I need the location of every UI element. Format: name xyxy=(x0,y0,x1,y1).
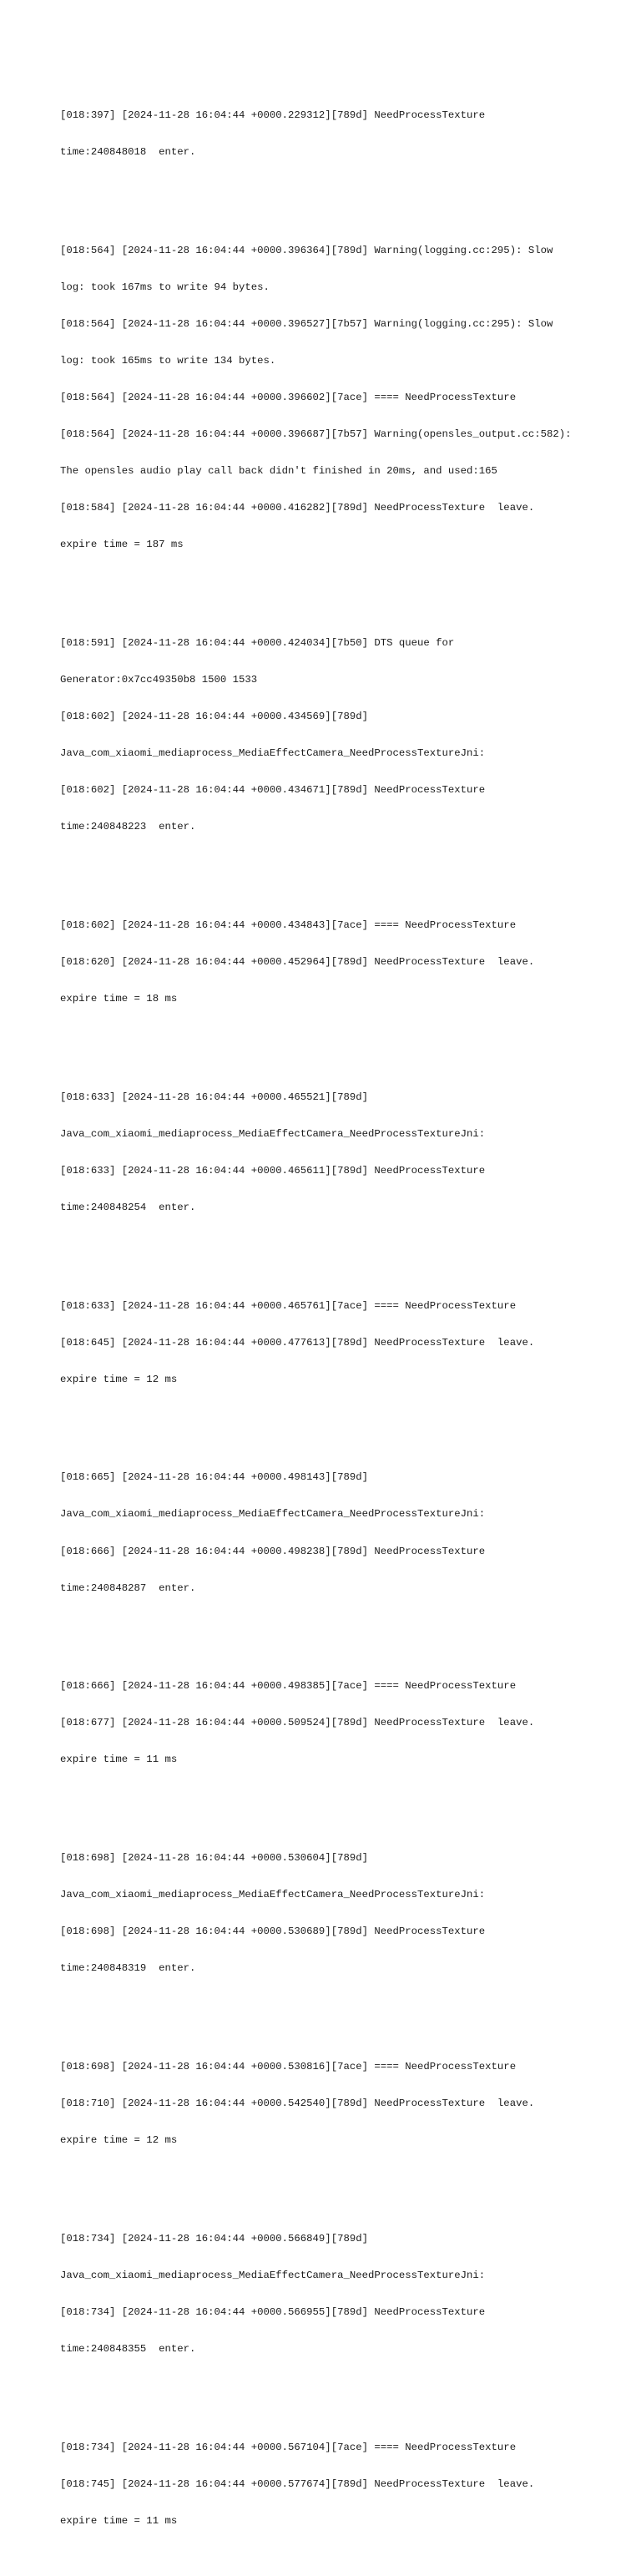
log-line: [018:633] [2024-11-28 16:04:44 +0000.465611][789d] NeedProcessTexture xyxy=(60,1164,486,1177)
log-line: expire time = 11 ms xyxy=(60,2514,178,2527)
log-line: Java_com_xiaomi_mediaprocess_MediaEffectCamera_NeedProcessTextureJni: xyxy=(60,1127,486,1140)
log-paragraph xyxy=(60,1275,636,1410)
log-line: [018:666] [2024-11-28 16:04:44 +0000.498238][789d] NeedProcessTexture xyxy=(60,1545,486,1557)
log-line: Java_com_xiaomi_mediaprocess_MediaEffectCamera_NeedProcessTextureJni: xyxy=(60,1508,486,1521)
log-paragraph xyxy=(60,895,636,1030)
log-paragraph xyxy=(60,220,636,575)
log-line: log: took 167ms to write 94 bytes. xyxy=(60,281,270,293)
log-line: [018:665] [2024-11-28 16:04:44 +0000.498143][789d] xyxy=(60,1471,368,1484)
log-line: Generator:0x7cc49350b8 1500 1533 xyxy=(60,673,258,686)
log-paragraph xyxy=(60,2417,636,2552)
log-line: [018:602] [2024-11-28 16:04:44 +0000.434671][789d] NeedProcessTexture xyxy=(60,784,486,797)
log-line: time:240848254 enter. xyxy=(60,1201,196,1213)
log-line: [018:633] [2024-11-28 16:04:44 +0000.465761][7ace] ==== NeedProcessTexture xyxy=(60,1299,517,1312)
log-paragraph xyxy=(60,1066,636,1238)
log-line: [018:584] [2024-11-28 16:04:44 +0000.416282][789d] NeedProcessTexture leave. xyxy=(60,502,535,514)
log-line: [018:734] [2024-11-28 16:04:44 +0000.566955][789d] NeedProcessTexture xyxy=(60,2305,486,2318)
log-line: Java_com_xiaomi_mediaprocess_MediaEffectCamera_NeedProcessTextureJni: xyxy=(60,2269,486,2281)
log-line: Java_com_xiaomi_mediaprocess_MediaEffectCamera_NeedProcessTextureJni: xyxy=(60,747,486,760)
log-line: [018:633] [2024-11-28 16:04:44 +0000.465521][789d] xyxy=(60,1091,368,1103)
log-line: [018:698] [2024-11-28 16:04:44 +0000.530604][789d] xyxy=(60,1852,368,1864)
log-line: [018:677] [2024-11-28 16:04:44 +0000.509524][789d] NeedProcessTexture leave. xyxy=(60,1717,535,1729)
log-line: time:240848355 enter. xyxy=(60,2342,196,2355)
log-paragraph xyxy=(60,612,636,858)
log-paragraph xyxy=(60,2036,636,2171)
log-line: time:240848319 enter. xyxy=(60,1962,196,1975)
log-line: [018:564] [2024-11-28 16:04:44 +0000.396602][7ace] ==== NeedProcessTexture xyxy=(60,391,517,403)
log-line: expire time = 12 ms xyxy=(60,2134,178,2147)
log-paragraph xyxy=(60,2208,636,2380)
log-line: time:240848223 enter. xyxy=(60,821,196,833)
log-line: [018:602] [2024-11-28 16:04:44 +0000.434843][7ace] ==== NeedProcessTexture xyxy=(60,919,517,931)
log-line: [018:666] [2024-11-28 16:04:44 +0000.498385][7ace] ==== NeedProcessTexture xyxy=(60,1680,517,1693)
log-line: time:240848287 enter. xyxy=(60,1582,196,1594)
log-line: expire time = 11 ms xyxy=(60,1754,178,1766)
log-line: [018:620] [2024-11-28 16:04:44 +0000.452964][789d] NeedProcessTexture leave. xyxy=(60,956,535,968)
log-line: [018:564] [2024-11-28 16:04:44 +0000.396527][7b57] Warning(logging.cc:295): Slow xyxy=(60,317,553,330)
log-line: [018:564] [2024-11-28 16:04:44 +0000.396687][7b57] Warning(opensles_output.cc:582): xyxy=(60,428,572,440)
log-line: [018:645] [2024-11-28 16:04:44 +0000.477613][789d] NeedProcessTexture leave. xyxy=(60,1336,535,1349)
log-line: Java_com_xiaomi_mediaprocess_MediaEffectCamera_NeedProcessTextureJni: xyxy=(60,1889,486,1901)
log-line: [018:602] [2024-11-28 16:04:44 +0000.434569][789d] xyxy=(60,711,368,723)
log-line: [018:734] [2024-11-28 16:04:44 +0000.567104][7ace] ==== NeedProcessTexture xyxy=(60,2441,517,2453)
log-line: [018:710] [2024-11-28 16:04:44 +0000.542540][789d] NeedProcessTexture leave. xyxy=(60,2097,535,2109)
log-line: [018:397] [2024-11-28 16:04:44 +0000.229312][789d] NeedProcessTexture xyxy=(60,109,486,121)
log-paragraph xyxy=(60,1828,636,2000)
log-line: [018:591] [2024-11-28 16:04:44 +0000.424034][7b50] DTS queue for xyxy=(60,636,455,649)
log-line: [018:745] [2024-11-28 16:04:44 +0000.577674][789d] NeedProcessTexture leave. xyxy=(60,2477,535,2490)
log-line: expire time = 18 ms xyxy=(60,993,178,1005)
log-line: time:240848018 enter. xyxy=(60,145,196,158)
log-line: The opensles audio play call back didn't finished in 20ms, and used:165 xyxy=(60,465,497,478)
log-document xyxy=(60,60,636,2576)
log-line: [018:698] [2024-11-28 16:04:44 +0000.530689][789d] NeedProcessTexture xyxy=(60,1926,486,1938)
log-line: [018:564] [2024-11-28 16:04:44 +0000.396364][789d] Warning(logging.cc:295): Slow xyxy=(60,244,553,256)
log-line: log: took 165ms to write 134 bytes. xyxy=(60,354,276,367)
log-paragraph xyxy=(60,1447,636,1619)
log-paragraph xyxy=(60,1656,636,1791)
log-paragraph xyxy=(60,84,636,183)
log-line: [018:698] [2024-11-28 16:04:44 +0000.530816][7ace] ==== NeedProcessTexture xyxy=(60,2060,517,2072)
log-line: expire time = 12 ms xyxy=(60,1373,178,1385)
log-line: expire time = 187 ms xyxy=(60,539,184,551)
log-line: [018:734] [2024-11-28 16:04:44 +0000.566849][789d] xyxy=(60,2232,368,2245)
